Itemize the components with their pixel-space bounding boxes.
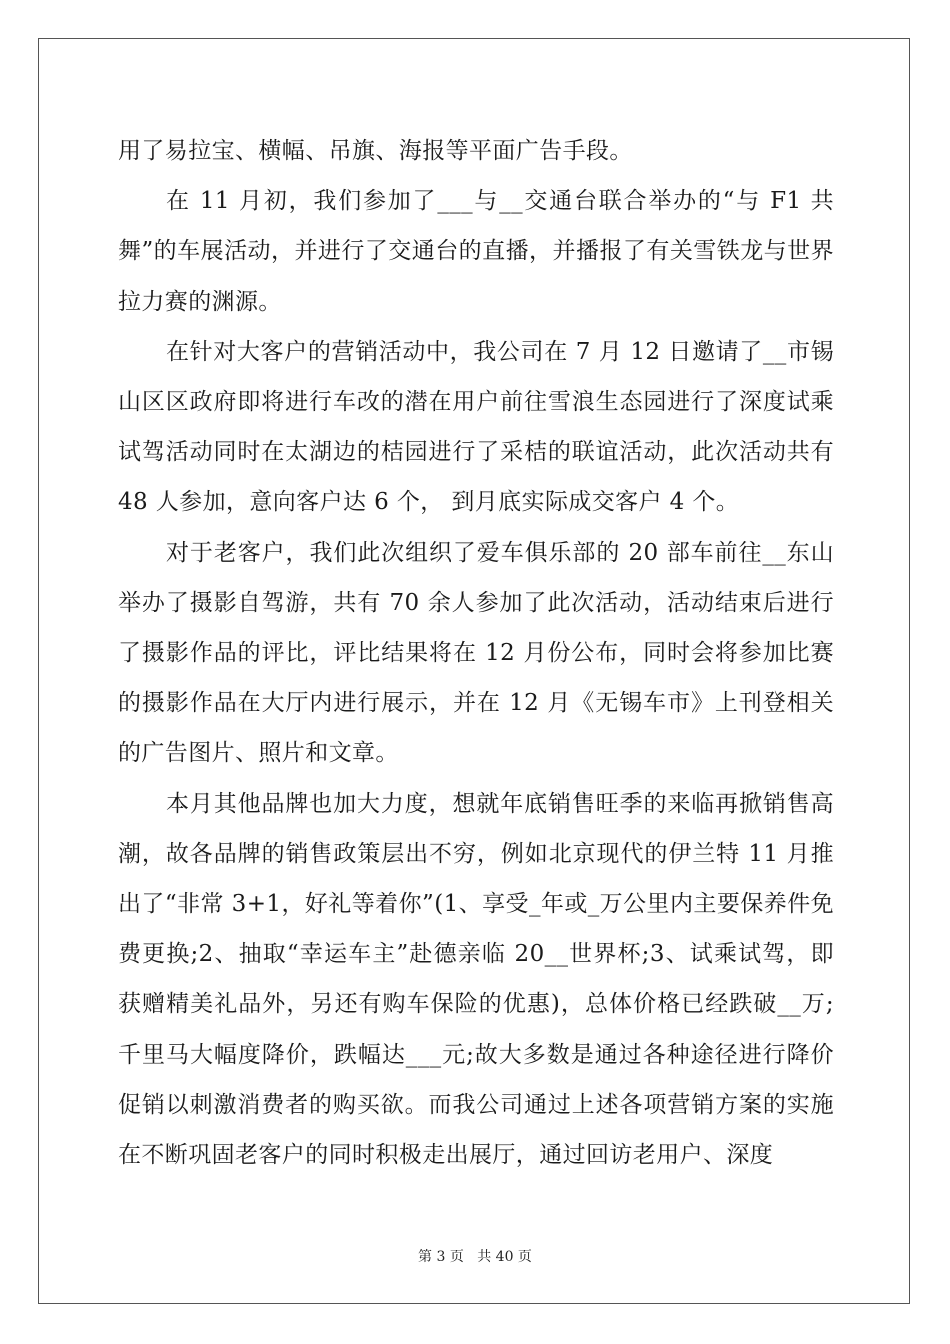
paragraph: 对于老客户，我们此次组织了爱车俱乐部的 20 部车前往__东山举办了摄影自驾游，共有 70 余人参加了此次活动，活动结束后进行了摄影作品的评比，评比结果将在 12 月份公布，同时会将参加比赛的摄影作品在大厅内进行展示，并在 12 月《无锡车市》上刊登相关的广告图片、照片和文章。 bbox=[118, 539, 834, 767]
page-footer bbox=[0, 1246, 950, 1266]
page-total: 共 40 页 bbox=[477, 1249, 532, 1265]
paragraph: 在针对大客户的营销活动中，我公司在 7 月 12 日邀请了__市锡山区区政府即将进行车改的潜在用户前往雪浪生态园进行了深度试乘试驾活动同时在太湖边的桔园进行了采桔的联谊活动，此次活动共有 48 人参加，意向客户达 6 个， 到月底实际成交客户 4 个。 bbox=[118, 338, 834, 516]
paragraph: 用了易拉宝、横幅、吊旗、海报等平面广告手段。 bbox=[118, 138, 633, 164]
document-body bbox=[118, 126, 834, 1180]
paragraph: 本月其他品牌也加大力度，想就年底销售旺季的来临再掀销售高潮，故各品牌的销售政策层出不穷，例如北京现代的伊兰特 11 月推出了“非常 3+1，好礼等着你”(1、享受_年或_万公里内主要保养件免费更换;2、抽取“幸运车主”赴德亲临 20__世界杯;3、试乘试驾，即获赠精美礼品外，另还有购车保险的优惠)，总体价格已经跌破__万;千里马大幅度降价，跌幅达___元;故大多数是通过各种途径进行降价促销以刺激消费者的购买欲。而我公司通过上述各项营销方案的实施在不断巩固老客户的同时积极走出展厅，通过回访老用户、深度 bbox=[118, 790, 834, 1169]
page-number: 第 3 页 bbox=[418, 1249, 464, 1265]
paragraph: 在 11 月初，我们参加了___与__交通台联合举办的“与 F1 共舞”的车展活动，并进行了交通台的直播，并播报了有关雪铁龙与世界拉力赛的渊源。 bbox=[118, 188, 834, 315]
